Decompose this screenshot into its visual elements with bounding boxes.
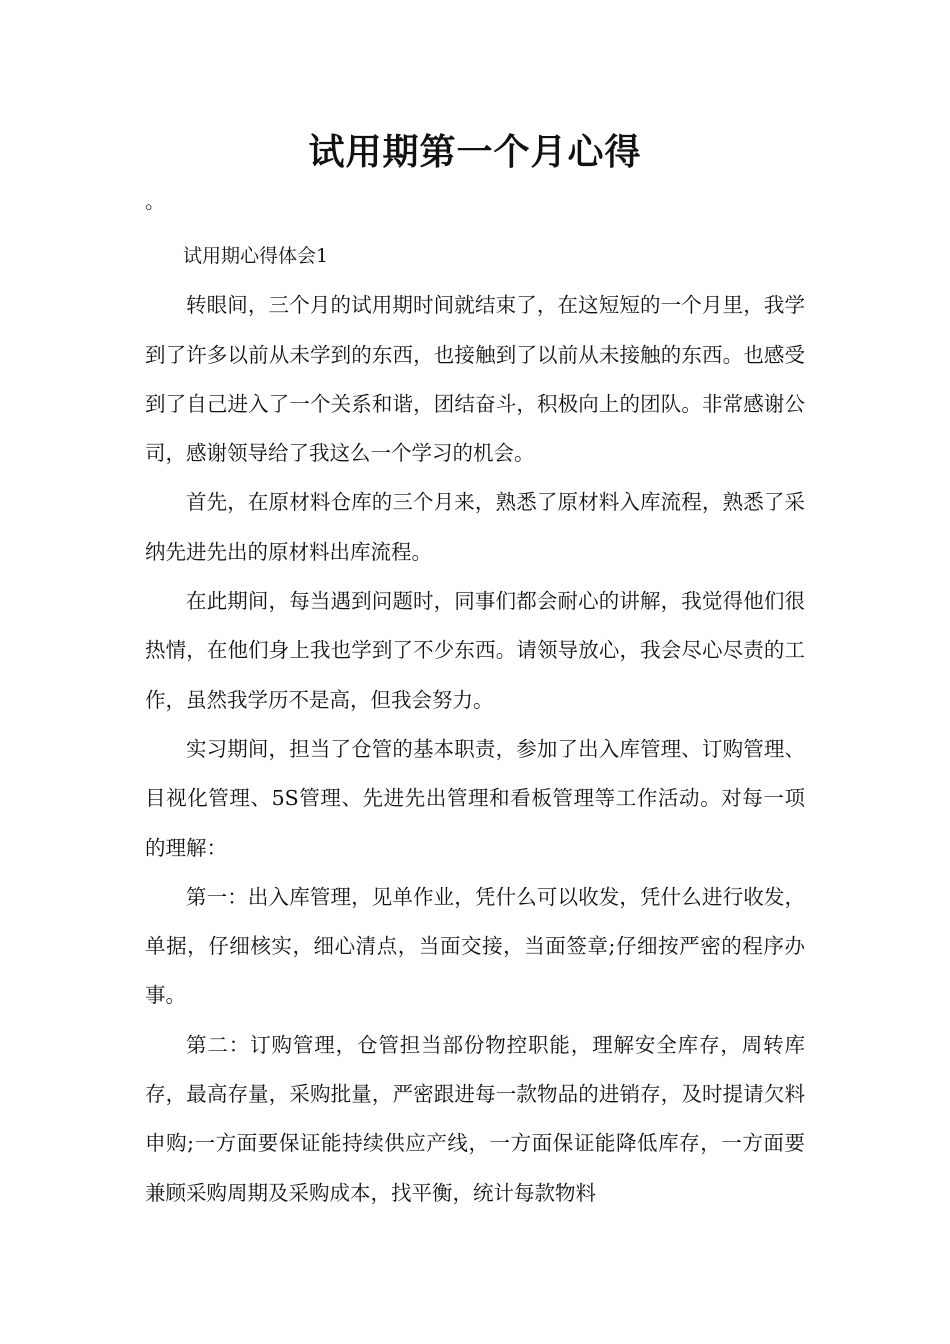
paragraph: 在此期间，每当遇到问题时，同事们都会耐心的讲解，我觉得他们很热情，在他们身上我也学到了不少东西。请领导放心，我会尽心尽责的工作，虽然我学历不是高，但我会努力。 — [145, 589, 805, 712]
paragraph: 第二：订购管理，仓管担当部份物控职能，理解安全库存，周转库存，最高存量，采购批量，严密跟进每一款物品的进销存，及时提请欠料申购;一方面要保证能持续供应产线，一方面保证能降低库存，一方面要兼顾采购周期及采购成本，找平衡，统计每款物料 — [145, 1032, 805, 1205]
lead-mark: 。 — [145, 189, 165, 213]
paragraph: 首先，在原材料仓库的三个月来，熟悉了原材料入库流程，熟悉了采纳先进先出的原材料出库流程。 — [145, 490, 805, 564]
section-heading: 试用期心得体会1 — [183, 245, 329, 267]
paragraph: 转眼间，三个月的试用期时间就结束了，在这短短的一个月里，我学到了许多以前从未学到的东西，也接触到了以前从未接触的东西。也感受到了自己进入了一个关系和谐，团结奋斗，积极向上的团队。非常感谢公司，感谢领导给了我这么一个学习的机会。 — [145, 293, 805, 466]
paragraph: 实习期间，担当了仓管的基本职责，参加了出入库管理、订购管理、目视化管理、5S管理、先进先出管理和看板管理等工作活动。对每一项的理解： — [145, 736, 805, 860]
document-title: 试用期第一个月心得 — [308, 132, 642, 173]
document-body — [145, 232, 805, 1218]
paragraph: 第一：出入库管理，见单作业，凭什么可以收发，凭什么进行收发，单据，仔细核实，细心清点，当面交接，当面签章;仔细按严密的程序办事。 — [145, 884, 805, 1008]
